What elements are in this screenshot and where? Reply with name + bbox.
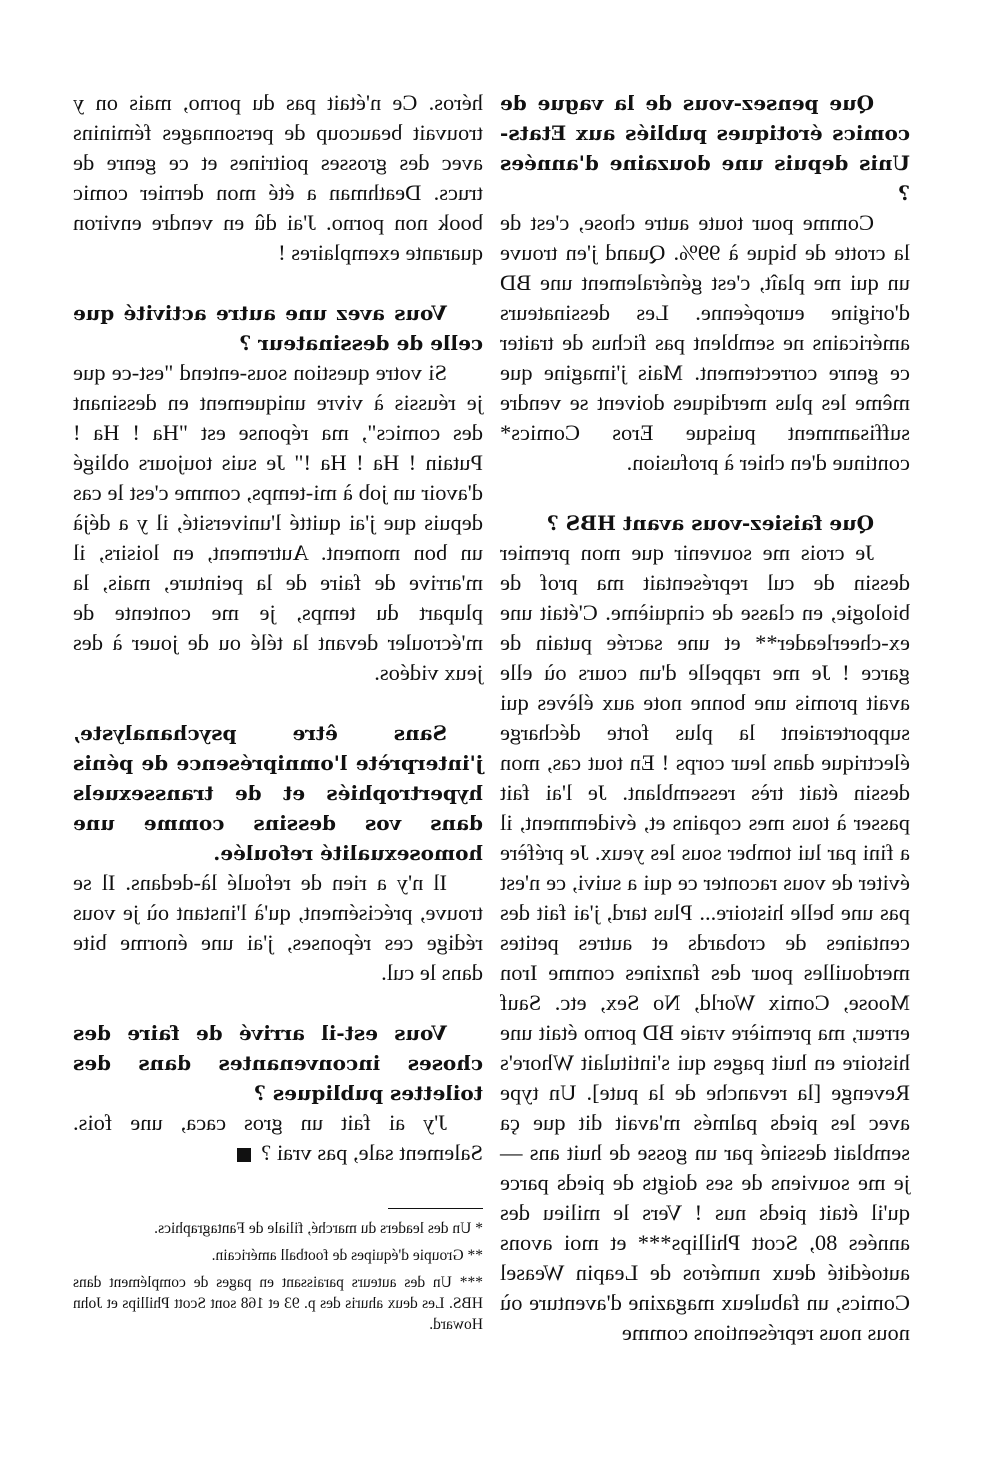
- question: Que faisiez-vous avant HBS ?: [547, 511, 874, 535]
- footnote: * Un des leaders du marché, filiale de Fantagraphics.: [154, 1220, 483, 1237]
- question: Vous avez une autre activité que celle de dessinateur ?: [73, 301, 483, 355]
- question: Que pensez-vous de la vague de comics érotiques publiés aux Etats-Unis depuis une douzaine d'années ?: [500, 91, 910, 205]
- answer-continued: héros. Ce n'était pas du porno, mais on y trouvait beaucoup de personnages féminins avec des grosses poitrines et ce genre de trucs. Deathman a été mon dernier comic book non porno. J'ai dû en vendre environ quarante exemplaires !: [73, 90, 483, 265]
- answer: Si votre question sous-entend "est-ce que je réussis à vivre uniquement en dessinant des comics", ma réponse est "Ha ! Ha ! Putain ! Ha ! Ha !" Je suis toujours obligé d'avoir un job à mi-temps, comme c'est le cas depuis que j'ai quitté l'université, il y a déjà un bon moment. Autrement, en loisirs, il m'arrive de faire de la peinture, mais, la plupart du temps, je me contente de m'écrouler devant la télé ou de jouer à des jeux vidéos.: [73, 360, 483, 685]
- question: Vous est-il arrivé de faire des choses inconvenantes dans des toilettes publiques ?: [73, 1021, 483, 1105]
- footnote: *** Un des auteurs paraissant en pages de complément dans HBS. Les deux ahuris des p. 93 et 168 sont Scott Phillips et John Howard.: [73, 1274, 483, 1333]
- question: Sans être psychanalyste, j'interprète l'omniprésence de pénis hypertrophiés et de transsexuels dans vos dessins comme une homosexualité refoulée.: [73, 721, 483, 865]
- answer: Comme pour toute autre chose, c'est de la crotte de bique à 99%. Quand j'en trouve un qui me plaît, c'est généralement une BD d'origine européenne. Les dessinateurs américains ne semblent pas fichus de traiter ce genre correctement. Mais j'imagine que même les plus merdiques doivent se vendre suffisamment puisque Eros Comics* continue d'en chier à profusion.: [500, 210, 910, 475]
- footnote: ** Groupie d'équipes de football américain.: [211, 1247, 483, 1264]
- answer: [73, 1108, 483, 1168]
- answer-text: J'y ai fait un gros caca, une fois. Salement sale, pas vrai ?: [73, 1110, 483, 1165]
- interview-column-2: [73, 88, 483, 1168]
- answer: Je crois me souvenir que mon premier dessin de cul représentait ma prof de biologie, en classe de cinquième. C'était une ex-cheerleader** et une sacrée putain de garce ! Je me rappelle d'un cours où elle avait promis une bonne note aux élèves qui supporteraient la plus forte décharge électrique dans leur corps ! En tout cas, mon dessin était très ressemblant. Je l'ai fait passer à tous mes copains et, évidemment, il a fini par lui tomber sous les yeux. Je préfère éviter de vous raconter ce qui a suivi, ce n'est pas une belle histoire... Plus tard, j'ai fait des centaines de crobards et autres petites merdouilles pour des fanzines comme Iron Moose, Comix World, No Sex, etc. Sauf erreur, ma première vraie BD porno était une histoire en huit pages qui s'intitulait Whore's Revenge [la revanche de la pute]. Un type avec les pieds palmés m'avait dit que ça semblait dessiné par un gosse de huit ans — je me souviens de ses doigts de pieds parce qu'il était pieds nus ! Vers le milieu des années 80, Scott Phillips*** et moi avons autoédité deux numéros de Leapin Weasel Comics, un fabuleux magazine d'aventure où nous nous représentions comme: [500, 540, 910, 1345]
- interview-column-1: [500, 88, 910, 1348]
- footnotes: [73, 1218, 483, 1341]
- answer: Il n'y a rien de refoulé là-dedans. Il se trouve, précisément, qu'à l'instant où je vous rédige ces réponses, j'ai une énorme bite dans le cul.: [73, 870, 483, 985]
- end-mark-icon: [237, 1148, 251, 1162]
- footnote-rule: [388, 1208, 483, 1209]
